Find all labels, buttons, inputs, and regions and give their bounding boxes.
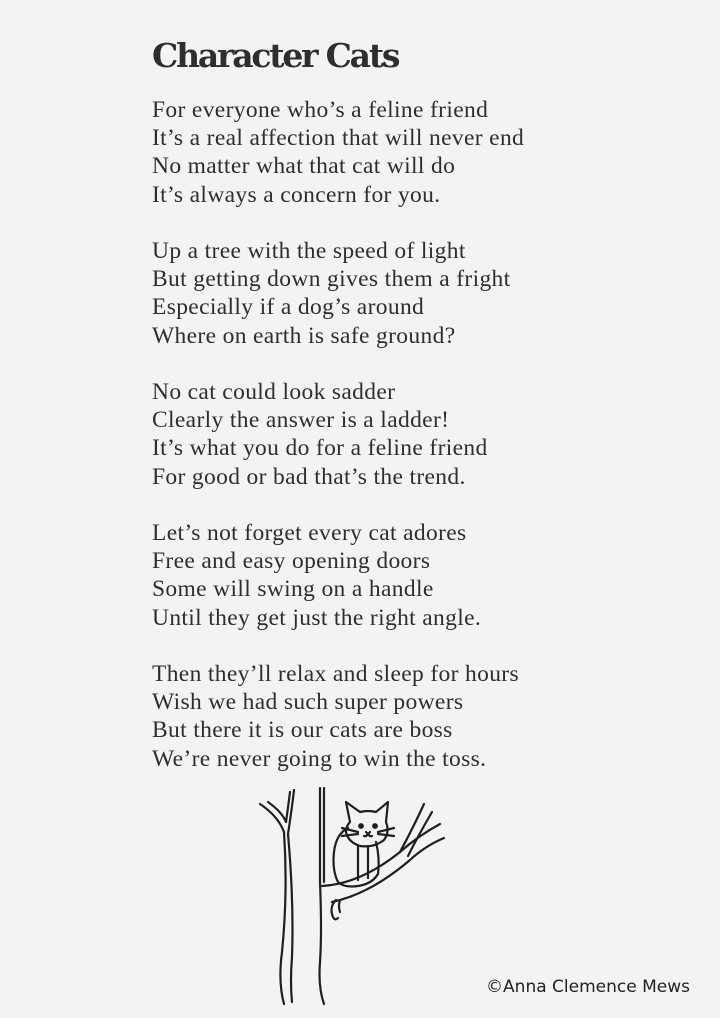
poem-line: For everyone who’s a feline friend bbox=[152, 97, 489, 123]
stanza bbox=[152, 660, 524, 773]
poem-body bbox=[152, 96, 524, 801]
poem-line: Free and easy opening doors bbox=[152, 548, 431, 575]
poem-line: Some will swing on a handle bbox=[152, 576, 434, 603]
poem-line: It’s what you do for a feline friend bbox=[152, 435, 488, 462]
poem-line: Up a tree with the speed of light bbox=[152, 238, 466, 264]
stanza bbox=[152, 237, 524, 350]
copyright-notice: ©Anna Clemence Mews bbox=[486, 977, 690, 997]
poem-line: But getting down gives them a fright bbox=[152, 266, 511, 293]
cat-in-tree-icon bbox=[240, 782, 470, 1012]
poem-line: Especially if a dog’s around bbox=[152, 294, 425, 321]
poem-line: No cat could look sadder bbox=[152, 379, 396, 405]
poem-line: It’s a real affection that will never end bbox=[152, 125, 525, 152]
poem-line: It’s always a concern for you. bbox=[152, 181, 441, 208]
poem-line: Until they get just the right angle. bbox=[152, 604, 482, 631]
poem-line: Clearly the answer is a ladder! bbox=[152, 407, 450, 434]
poem-line: We’re never going to win the toss. bbox=[152, 745, 487, 772]
poem-line: Then they’ll relax and sleep for hours bbox=[152, 661, 519, 687]
stanza bbox=[152, 96, 524, 209]
poem-line: No matter what that cat will do bbox=[152, 153, 456, 180]
poem-line: Wish we had such super powers bbox=[152, 689, 464, 716]
poem-title: Character Cats bbox=[152, 36, 399, 75]
poem-line: For good or bad that’s the trend. bbox=[152, 463, 466, 490]
stanza bbox=[152, 519, 524, 632]
stanza bbox=[152, 378, 524, 491]
poem-line: Let’s not forget every cat adores bbox=[152, 520, 467, 546]
poem-line: But there it is our cats are boss bbox=[152, 717, 453, 744]
poem-line: Where on earth is safe ground? bbox=[152, 322, 456, 349]
